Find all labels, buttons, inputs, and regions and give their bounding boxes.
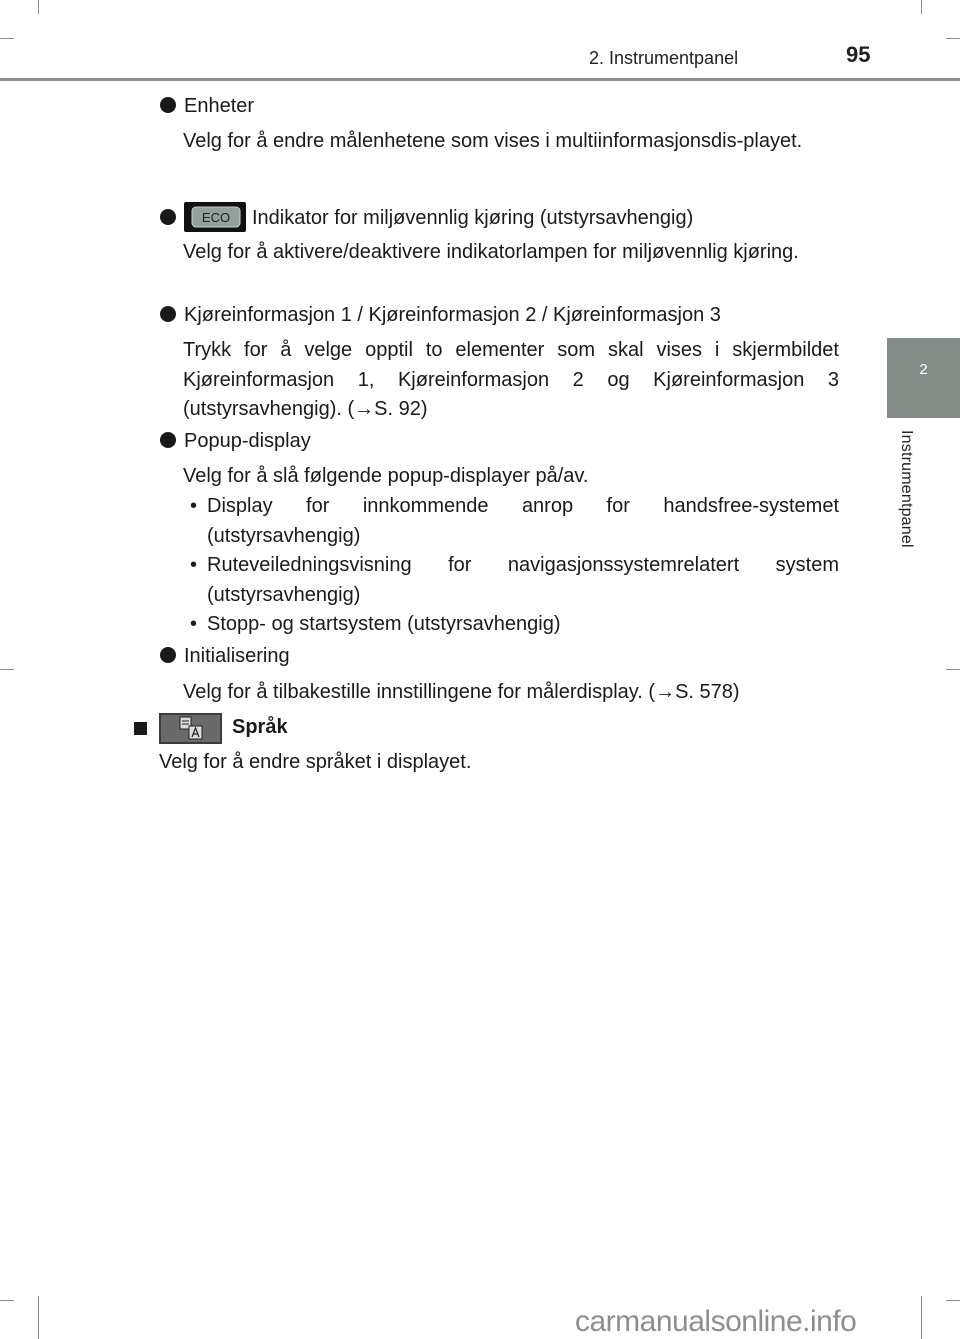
bullet-icon (160, 306, 176, 322)
language-description: Velg for å endre språket i displayet. (159, 751, 472, 773)
item-description: Velg for å tilbakestille innstillingene for målerdisplay. (→S. 578) (183, 681, 740, 703)
crop-mark (921, 0, 922, 14)
crop-mark (38, 0, 39, 14)
page-number: 95 (846, 42, 871, 67)
crop-mark (0, 1300, 14, 1301)
item-enheter (160, 94, 254, 118)
crop-mark (946, 38, 960, 39)
item-popup-display (160, 429, 311, 453)
item-title: Enheter (184, 95, 255, 117)
item-title: Popup-display (184, 430, 311, 452)
item-description: Velg for å slå følgende popup-displayer på/av. (183, 465, 589, 487)
crop-mark (921, 1296, 922, 1339)
crop-mark (946, 669, 960, 670)
svg-text:ECO: ECO (201, 210, 231, 225)
crop-mark (0, 669, 14, 670)
chapter-tab-number: 2 (919, 361, 928, 378)
crop-mark (38, 1296, 39, 1339)
crop-mark (0, 38, 14, 39)
item-title: Initialisering (184, 645, 290, 667)
watermark: carmanualsonline.info (575, 1305, 857, 1338)
header-divider (0, 78, 960, 81)
chapter-tab (887, 338, 960, 418)
chapter-tab-label: Instrumentpanel (898, 430, 915, 548)
language-title: Språk (232, 716, 288, 738)
section-square-icon (134, 722, 147, 735)
item-kjoreinformasjon (160, 303, 721, 327)
item-description: Velg for å aktivere/deaktivere indikatorlampen for miljøvennlig kjøring. (183, 241, 799, 263)
item-description: Velg for å endre målenhetene som vises i multiinformasjonsdis-playet. (183, 130, 803, 152)
item-initialisering (160, 644, 290, 668)
bullet-icon (160, 432, 176, 448)
eco-indicator-icon (184, 202, 246, 232)
crop-mark (946, 1300, 960, 1301)
bullet-icon (160, 647, 176, 663)
item-description: Trykk for å velge opptil to elementer som skal vises i skjermbildet Kjøreinformasjon 1, Kjøreinformasjon 2 og Kjøreinformasjon 3 (utstyrsavhengig). (→S. 92) (183, 339, 839, 420)
item-title: Indikator for miljøvennlig kjøring (utstyrsavhengig) (252, 207, 694, 229)
header-section-title: 2. Instrumentpanel (589, 48, 739, 68)
item-eco (160, 202, 693, 232)
language-icon (159, 713, 222, 744)
bullet-icon (160, 209, 176, 225)
bullet-icon (160, 97, 176, 113)
item-title: Kjøreinformasjon 1 / Kjøreinformasjon 2 / Kjøreinformasjon 3 (184, 304, 721, 326)
